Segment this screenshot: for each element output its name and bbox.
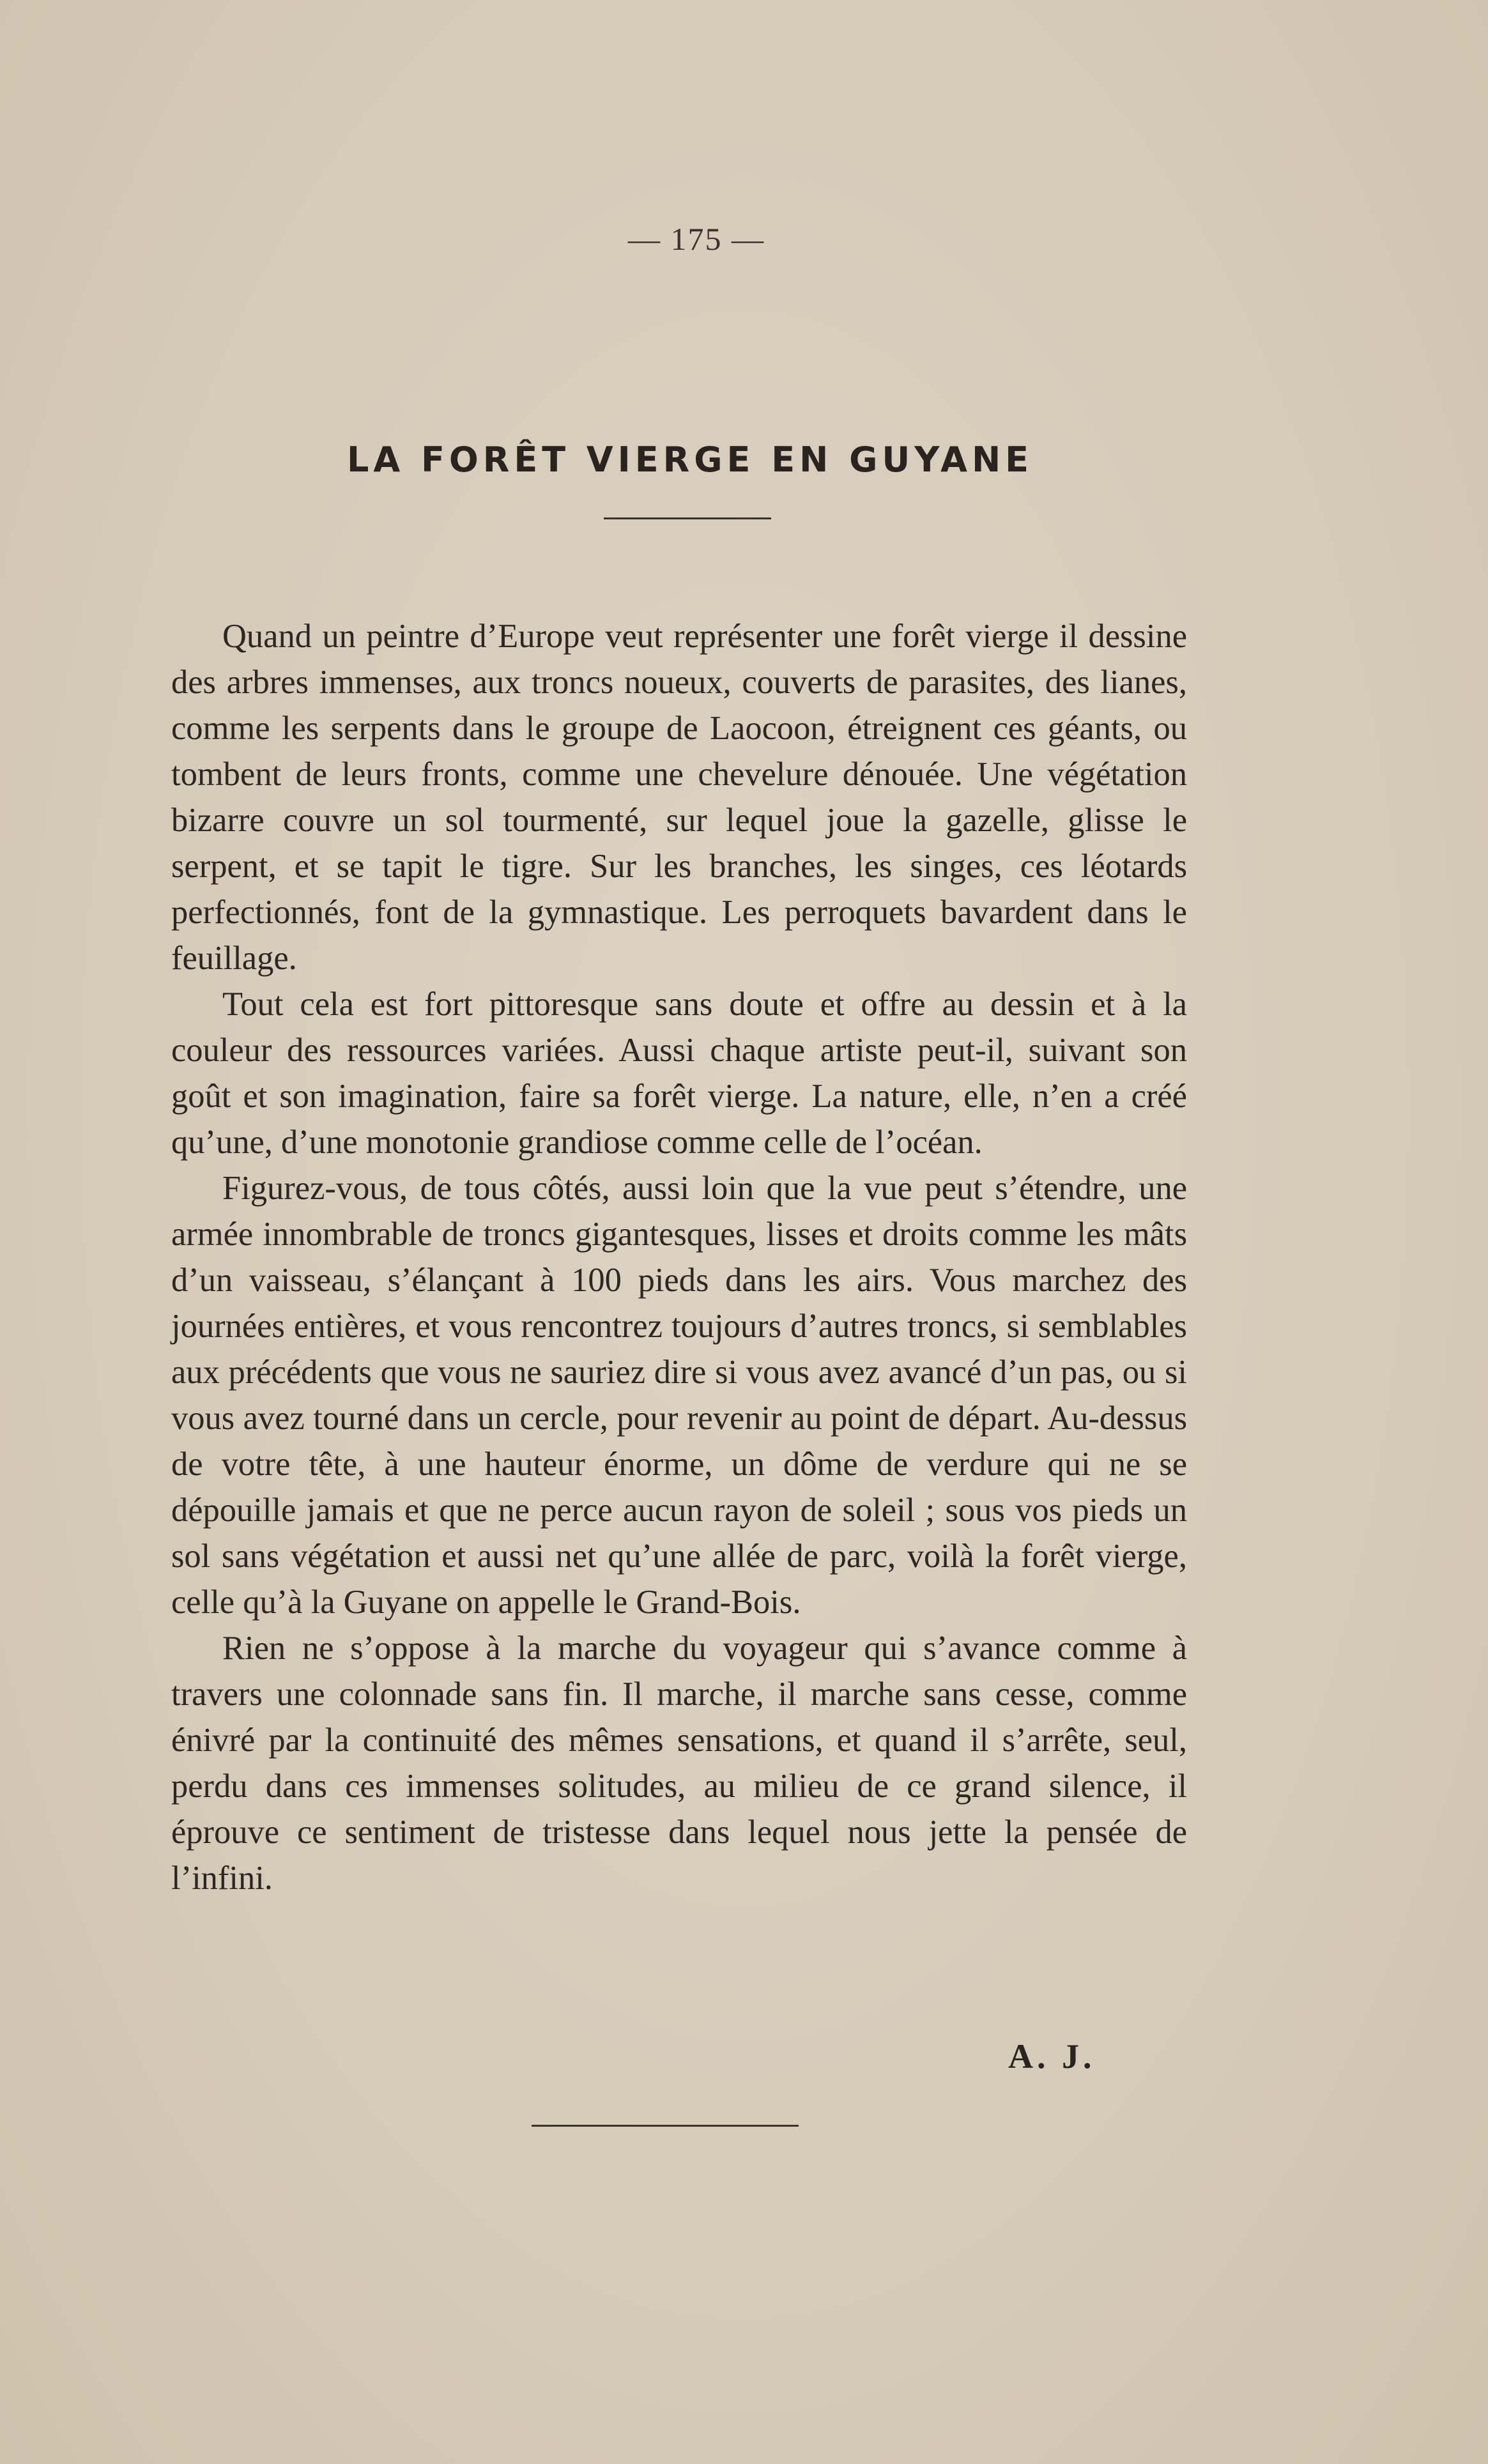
author-signature: A. J. (1008, 2037, 1096, 2076)
paragraph: Quand un peintre d’Europe veut représenter une forêt vierge il dessine des arbres immenses, aux troncs noueux, couverts de parasites, des lianes, comme les serpents dans le groupe de Laocoon, étreignent ces géants, ou tombent de leurs fronts, comme une chevelure dénouée. Une végétation bizarre couvre un sol tourmenté, sur lequel joue la gazelle, glisse le serpent, et se tapit le tigre. Sur les branches, les singes, ces léotards perfectionnés, font de la gymnastique. Les perroquets bavardent dans le feuillage. (171, 618, 1187, 977)
end-divider (532, 2125, 799, 2127)
paragraph: Rien ne s’oppose à la marche du voyageur qui s’avance comme à travers une colonnade sans fin. Il marche, il marche sans cesse, comme énivré par la continuité des mêmes sensations, et quand il s’arrête, seul, perdu dans ces immenses solitudes, au milieu de ce grand silence, il éprouve ce sentiment de tristesse dans lequel nous jette la pensée de l’infini. (171, 1630, 1187, 1897)
page-number: — 175 — (628, 221, 765, 257)
paragraph: Tout cela est fort pittoresque sans doute et offre au dessin et à la couleur des ressources variées. Aussi chaque artiste peut-il, suivant son goût et son imagination, faire sa forêt vierge. La nature, elle, n’en a créé qu’une, d’une monotonie grandiose comme celle de l’océan. (171, 986, 1187, 1161)
title-divider (604, 517, 771, 519)
paragraph: Figurez-vous, de tous côtés, aussi loin que la vue peut s’étendre, une armée innombrable de troncs gigantesques, lisses et droits comme les mâts d’un vaisseau, s’élançant à 100 pieds dans les airs. Vous marchez des journées entières, et vous rencontrez toujours d’autres troncs, si semblables aux précédents que vous ne sauriez dire si vous avez avancé d’un pas, ou si vous avez tourné dans un cercle, pour revenir au point de départ. Au-dessus de votre tête, à une hauteur énorme, un dôme de verdure qui ne se dépouille jamais et que ne perce aucun rayon de soleil ; sous vos pieds un sol sans végétation et aussi net qu’une allée de parc, voilà la forêt vierge, celle qu’à la Guyane on appelle le Grand-Bois. (171, 1170, 1187, 1621)
article-title: LA FORÊT VIERGE EN GUYANE (346, 440, 1034, 480)
article-body (171, 613, 1187, 1901)
